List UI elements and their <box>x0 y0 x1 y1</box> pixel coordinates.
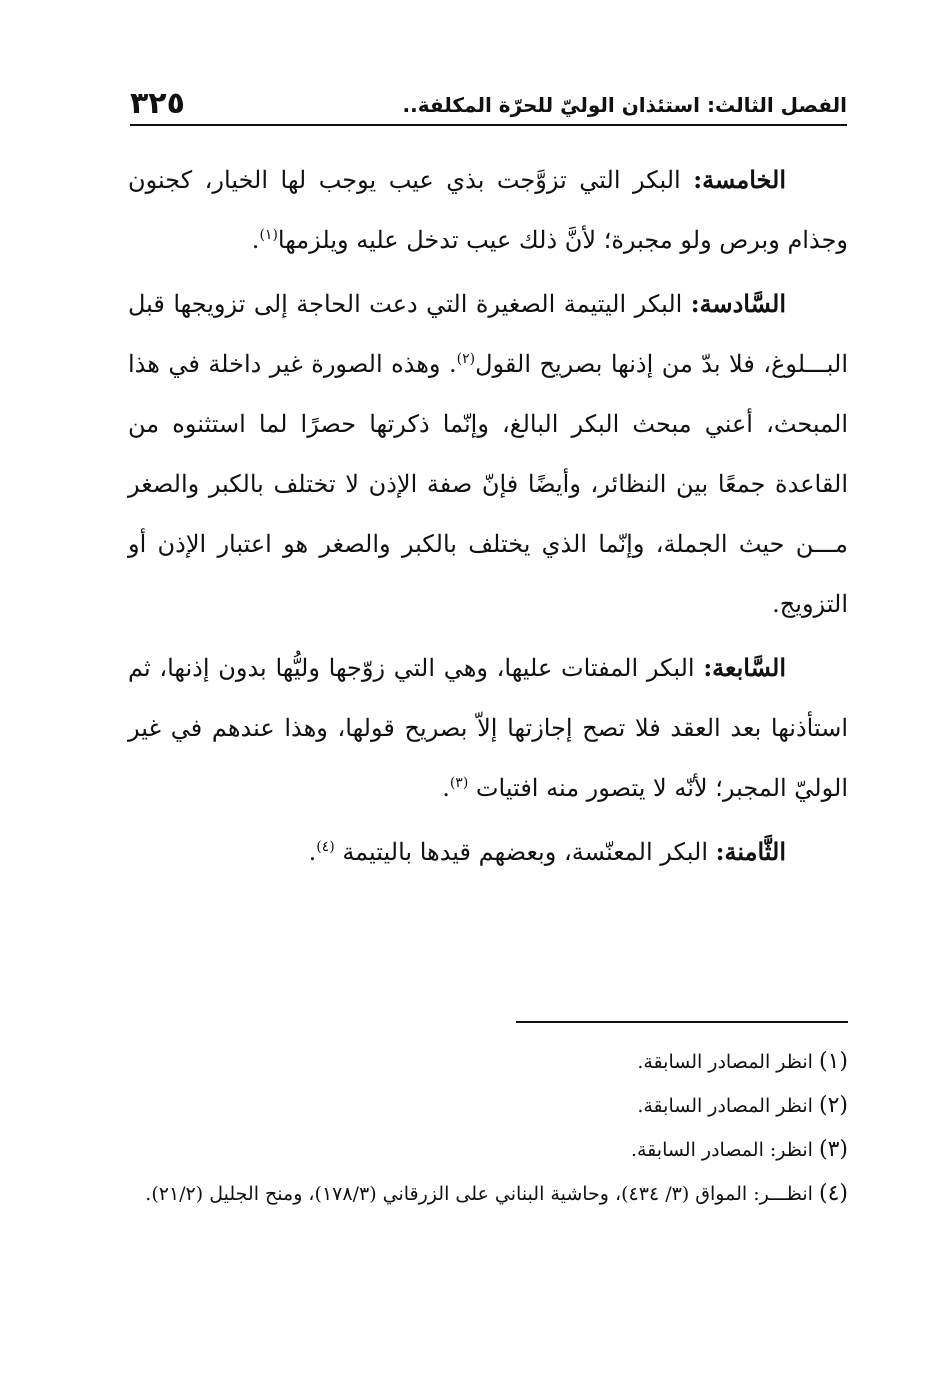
paragraph-term: السَّابعة: <box>703 653 786 682</box>
footnote-text: انظر: المصادر السابقة. <box>630 1139 819 1161</box>
footnote-number: (٣) <box>818 1137 848 1162</box>
footnote-text: انظر المصادر السابقة. <box>637 1051 819 1073</box>
footnote-reference[interactable]: (١) <box>259 227 278 243</box>
footnotes <box>132 1040 848 1216</box>
paragraph-fifth <box>128 150 848 270</box>
paragraph-tail: . وهذه الصورة غير داخلة في هذا المبحث، أعني مبحث البكر البالغ، وإنّما ذكرتها حصرًا لما استثنوه من القاعدة جمعًا بين النظائر، وأيضًا فإنّ صفة الإذن لا تختلف بالكبر والصغر مـــن حيث الجملة، وإنّما الذي يختلف بالكبر والصغر هو اعتبار الإذن أو التزويج. <box>128 350 848 618</box>
paragraph-term: الخامسة: <box>693 165 786 194</box>
paragraph-term: الثَّامنة: <box>715 837 786 866</box>
footnote-reference[interactable]: (٤) <box>316 839 335 855</box>
paragraph-seventh <box>128 638 848 818</box>
running-header <box>130 82 847 126</box>
footnote-number: (١) <box>818 1049 848 1074</box>
footnote-text: انظـــر: المواق (٣/ ٤٣٤)، وحاشية البناني على الزرقاني (١٧٨/٣)، ومنح الجليل (٢١/٢). <box>145 1183 819 1205</box>
page-number: ٣٢٥ <box>130 86 185 121</box>
paragraph-sixth <box>128 274 848 634</box>
footnote-number: (٤) <box>818 1181 848 1206</box>
paragraph-text: البكر اليتيمة الصغيرة التي دعت الحاجة إلى تزويجها قبل البـــلوغ، فلا بدّ من إذنها بصريح القول <box>128 290 848 378</box>
paragraph-text: البكر التي تزوَّجت بذي عيب يوجب لها الخيار، كجنون وجذام وبرص ولو مجبرة؛ لأنَّ ذلك عيب تدخل عليه ويلزمها <box>128 166 848 254</box>
footnote-item <box>132 1128 848 1172</box>
paragraph-term: السَّادسة: <box>690 289 786 318</box>
footnote-number: (٢) <box>818 1093 848 1118</box>
main-text <box>128 150 848 886</box>
footnote-text: انظر المصادر السابقة. <box>637 1095 819 1117</box>
footnote-item <box>132 1084 848 1128</box>
paragraph-text: البكر المفتات عليها، وهي التي زوّجها وليُّها بدون إذنها، ثم استأذنها بعد العقد فلا تصح إجازتها إلاّ بصريح قولها، وهذا عندهم في غير الوليّ المجبر؛ لأنّه لا يتصور منه افتيات <box>128 654 848 802</box>
footnote-item <box>132 1172 848 1216</box>
footnote-reference[interactable]: (٣) <box>449 775 469 791</box>
footnote-divider <box>516 1021 848 1023</box>
paragraph-text: البكر المعنّسة، وبعضهم قيدها باليتيمة <box>334 838 716 866</box>
footnote-item <box>132 1040 848 1084</box>
paragraph-tail: . <box>442 774 450 802</box>
footnote-reference[interactable]: (٢) <box>456 351 476 367</box>
running-title: الفصل الثالث: استئذان الوليّ للحرّة المكلفة.. <box>402 93 847 117</box>
paragraph-tail: . <box>251 226 260 254</box>
paragraph-eighth <box>128 822 848 882</box>
paragraph-tail: . <box>308 838 317 866</box>
